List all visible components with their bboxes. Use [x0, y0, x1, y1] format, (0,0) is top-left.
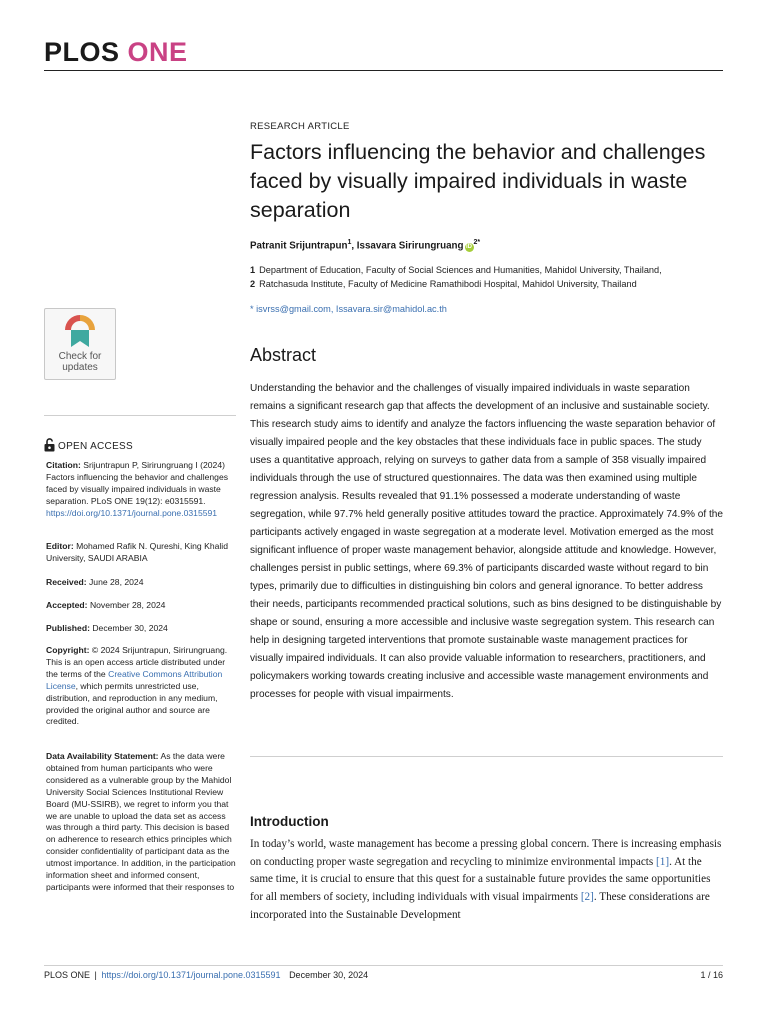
published-date: Published: December 30, 2024	[46, 623, 168, 633]
affiliation-2: 2 Ratchasuda Institute, Faculty of Medicine Ramathibodi Hospital, Mahidol University, Thailand	[250, 279, 637, 289]
abstract-text: Understanding the behavior and the challenges of visually impaired individuals in waste separation remains a significant research gap that affects the development of an inclusive and sustainable society. This research study aims to identify and analyze the factors influencing the waste separation behavior of visually impaired people and the key obstacles that these individuals face in public spaces. The study uses a quantitative approach, relying on surveys to gather data from a sample of 358 visually impaired individuals through the use of structured questionnaires. The data was then examined using multiple regression analysis. Results revealed that 91.1% possessed a moderate understanding of waste segregation, while 97.7% held generally positive attitudes toward the practice. Approximately 74.9% of the participants actively engaged in waste segregation at a moderate level. Motivation emerged as the most significant influence of proper waste management behavior, alongside attitude and knowledge. However, challenges persist in public settings, where 69.3% of participants discarded waste without regard to bin types, primarily due to difficulties in distinguishing bin colors and general ignorance. To better address their needs, participants recommended practical solutions, such as bins designed to be distinguishable by shape or sound, ensuring a more accessible and inclusive waste segregation system. This research can help in designing targeted interventions that promote sustainable waste management practices for visually impaired individuals. It can also provide valuable information to researchers, practitioners, and policymakers working towards creating inclusive and accessible waste management environments and processes for people with visual impairments.	[250, 383, 724, 700]
orcid-icon[interactable]: iD	[466, 244, 473, 251]
header-divider	[44, 70, 723, 71]
article-title: Factors influencing the behavior and challenges faced by visually impaired individuals in waste separation	[250, 140, 706, 222]
article-type: RESEARCH ARTICLE	[250, 121, 350, 132]
received-date: Received: June 28, 2024	[46, 577, 144, 587]
reference-link-1[interactable]: [1]	[656, 855, 670, 868]
crossmark-icon	[63, 313, 97, 351]
reference-link-2[interactable]: [2]	[580, 891, 594, 904]
abstract-divider	[250, 756, 723, 757]
open-access-badge	[44, 438, 133, 452]
citation-block: Citation: Srijuntrapun P, Sirirungruang I (2024) Factors influencing the behavior and challenges faced by visually impaired individuals in waste separation. PLoS ONE 19(12): e0315591. https://doi.org/10.1371/journal.pone.0315591	[46, 460, 229, 518]
page-footer: PLOS ONE | https://doi.org/10.1371/journal.pone.0315591 December 30, 2024	[44, 970, 369, 980]
sidebar-divider	[44, 415, 236, 416]
affiliation-1: 1 Department of Education, Faculty of Social Sciences and Humanities, Mahidol University, Thailand,	[250, 265, 662, 275]
email-link-1[interactable]: isvrss@gmail.com	[256, 304, 331, 314]
editor-block: Editor: Mohamed Rafik N. Qureshi, King Khalid University, SAUDI ARABIA	[46, 541, 228, 563]
footer-doi-link[interactable]: https://doi.org/10.1371/journal.pone.0315591	[101, 970, 281, 980]
check-updates-label: Check for updates	[58, 351, 102, 373]
footer-date: December 30, 2024	[289, 970, 369, 980]
open-access-label: OPEN ACCESS	[58, 441, 133, 452]
introduction-heading: Introduction	[250, 814, 329, 829]
creative-commons-link[interactable]: Creative Commons Attribution License	[46, 668, 223, 691]
author-2[interactable]: Issavara Sirirungruang	[356, 240, 464, 252]
accepted-date: Accepted: November 28, 2024	[46, 600, 166, 610]
author-list: Patranit Srijuntrapun$^1$, Issavara Sirirungruang $iD^{2*}$	[250, 239, 481, 252]
introduction-text: In today’s world, waste management has become a pressing global concern. There is increasing emphasis on conducting proper waste segregation and recycling to minimize environmental impacts [1]. At the same time, it is crucial to ensure that this quest for a sustainable future provides the same opportunities for all members of society, including individuals with visual impairments [2]. These considerations are incorporated into the Sustainable Development	[250, 838, 722, 921]
journal-logo[interactable]	[44, 36, 188, 68]
author-1[interactable]: Patranit Srijuntrapun	[250, 240, 348, 252]
footer-journal: PLOS ONE	[44, 970, 91, 980]
abstract-heading: Abstract	[250, 345, 317, 365]
corresponding-emails: * isvrss@gmail.com, Issavara.sir@mahidol.ac.th	[250, 304, 447, 314]
citation-doi-link[interactable]: https://doi.org/10.1371/journal.pone.0315591	[46, 507, 218, 518]
logo-plos: PLOS	[44, 37, 120, 67]
footer-divider	[44, 965, 723, 966]
copyright-block: Copyright: © 2024 Srijuntrapun, Sirirungruang. This is an open access article distributed under the terms of the Creative Commons Attribution License, which permits unrestricted use, distribution, and reproduction in any medium, provided the original author and source are credited.	[46, 645, 228, 727]
data-availability-block: Data Availability Statement: As the data were obtained from human participants who were considered as a vulnerable group by the Mahidol University Social Sciences Institutional Review Board (MU-SSIRB), we regret to inform you that we are unable to upload the data set as access was through a third party. This decision is based on adherence to research ethics principles which consider confidentiality of participant data as the utmost importance. In addition, in the participation information sheet and informed consent, participants were informed that their responses to	[46, 751, 236, 892]
email-link-2[interactable]: Issavara.sir@mahidol.ac.th	[335, 304, 447, 314]
logo-one: ONE	[127, 37, 188, 67]
open-lock-icon	[44, 438, 55, 452]
check-for-updates-button[interactable]	[44, 308, 116, 380]
page-number: 1 / 16	[700, 970, 723, 980]
